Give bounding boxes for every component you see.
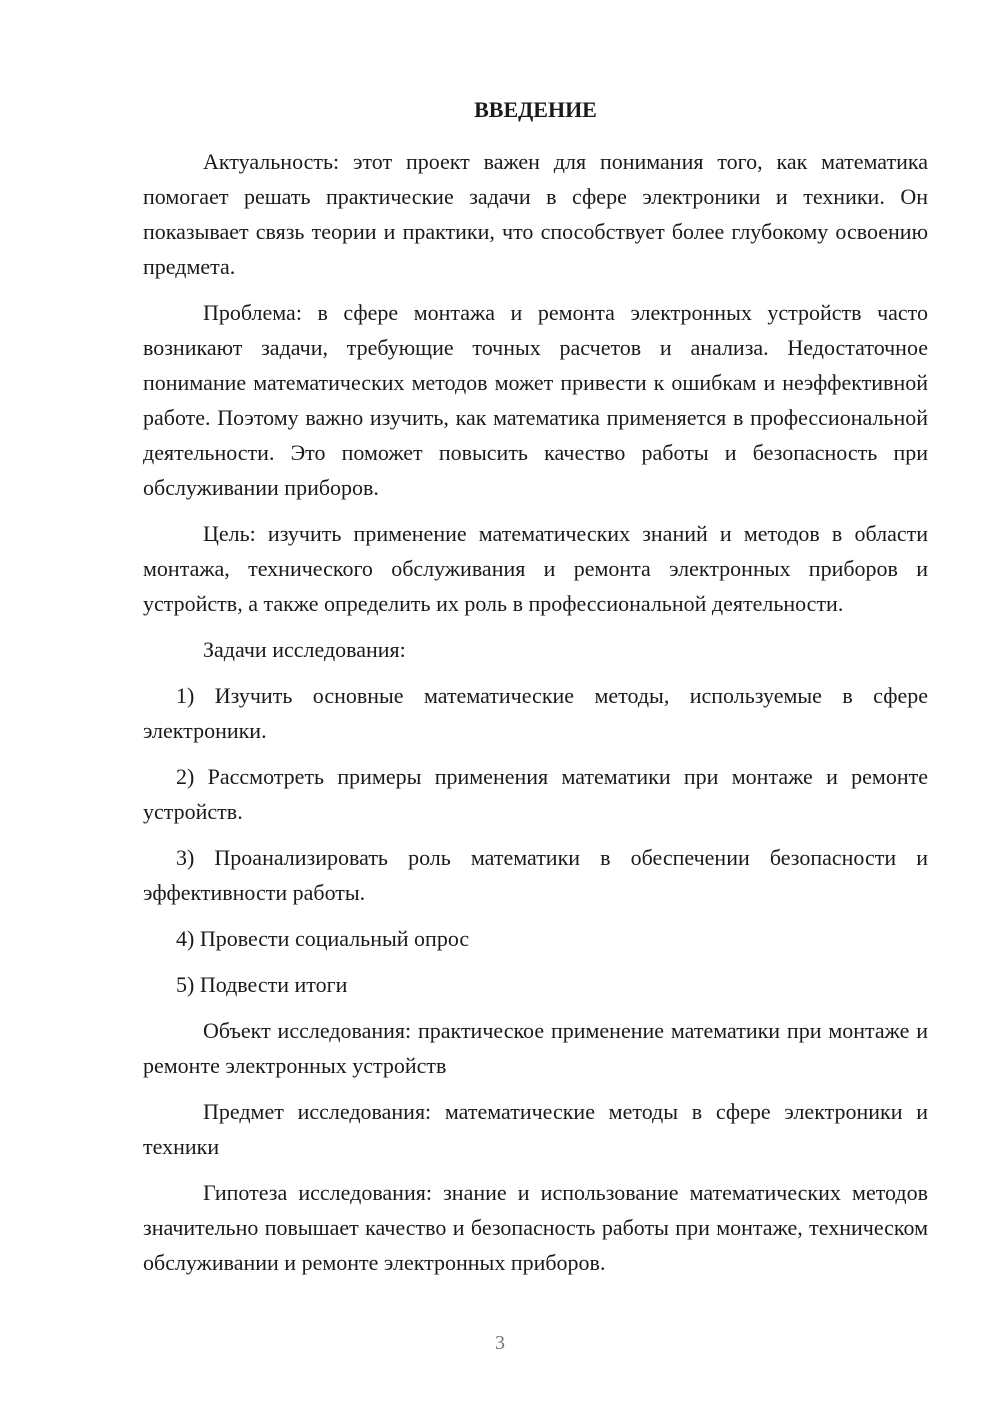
relevance-paragraph: Актуальность: этот проект важен для понимания того, как математика помогает решать практические задачи в сфере электроники и техники. Он показывает связь теории и практики, что способствует более глубокому освоению предмета. (143, 149, 928, 279)
goal-paragraph: Цель: изучить применение математических знаний и методов в области монтажа, технического обслуживания и ремонта электронных приборов и устройств, а также определить их роль в профессиональной деятельности. (143, 521, 928, 616)
task-item-4: 4) Провести социальный опрос (176, 926, 470, 951)
section-heading: ВВЕДЕНИЕ (474, 97, 597, 122)
subject-paragraph: Предмет исследования: математические методы в сфере электроники и техники (143, 1099, 928, 1159)
page-number: 3 (495, 1332, 505, 1354)
task-item-1: 1) Изучить основные математические методы, используемые в сфере электроники. (143, 683, 928, 743)
problem-paragraph: Проблема: в сфере монтажа и ремонта электронных устройств часто возникают задачи, требующие точных расчетов и анализа. Недостаточное понимание математических методов может привести к ошибкам и неэффективной работе. Поэтому важно изучить, как математика применяется в профессиональной деятельности. Это поможет повысить качество работы и безопасность при обслуживании приборов. (143, 300, 928, 500)
task-item-3: 3) Проанализировать роль математики в обеспечении безопасности и эффективности работы. (143, 845, 928, 905)
object-paragraph: Объект исследования: практическое применение математики при монтаже и ремонте электронных устройств (143, 1018, 928, 1078)
tasks-title: Задачи исследования: (203, 637, 406, 662)
task-item-5: 5) Подвести итоги (176, 972, 348, 997)
hypothesis-paragraph: Гипотеза исследования: знание и использование математических методов значительно повышает качество и безопасность работы при монтаже, техническом обслуживании и ремонте электронных приборов. (143, 1180, 928, 1275)
task-item-2: 2) Рассмотреть примеры применения математики при монтаже и ремонте устройств. (143, 764, 928, 824)
